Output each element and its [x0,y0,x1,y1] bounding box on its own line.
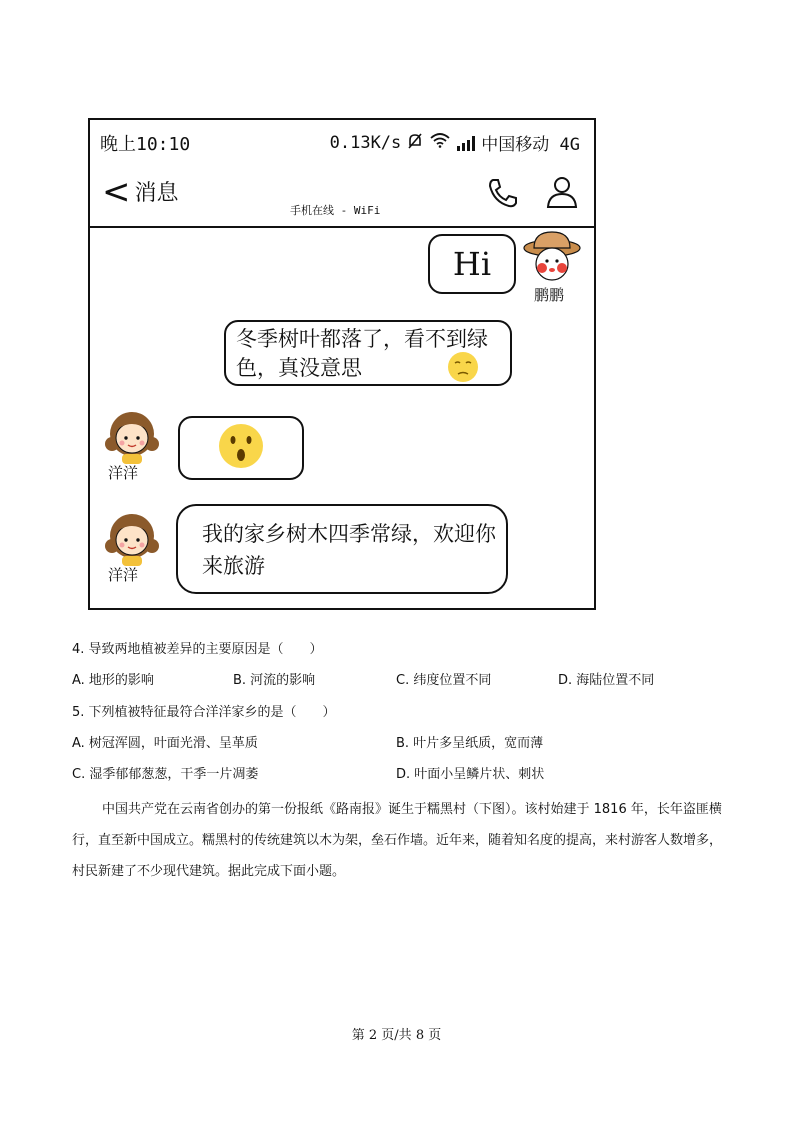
person-icon[interactable] [544,174,580,214]
sad-face-emoji [446,350,480,388]
question-5-option-c: C. 湿季郁郁葱葱，干季一片凋萎 [72,767,259,782]
phone-icon[interactable] [486,176,520,214]
online-status: 手机在线 - WiFi [290,204,381,217]
question-5-option-a: A. 树冠浑圆，叶面光滑、呈革质 [72,736,258,751]
reading-passage: 中国共产党在云南省创办的第一份报纸《路南报》诞生于糯黑村（下图）。该村始建于 1816 年，长年盗匪横行，直至新中国成立。糯黑村的传统建筑以木为架，垒石作墙。近年来，随着知名度的提高，来村游客人数增多，村民新建了不少现代建筑。据此完成下面小题。 [72,802,723,879]
question-4-stem: 4. 导致两地植被差异的主要原因是（ ） [72,642,323,657]
question-5-option-d: D. 叶面小呈鳞片状、刺状 [396,767,545,782]
question-5-stem: 5. 下列植被特征最符合洋洋家乡的是（ ） [72,705,336,720]
page-number: 第 2 页/共 8 页 [351,1028,442,1043]
message-text: Hi [452,245,492,283]
signal-bars-icon [457,135,475,151]
message-list [90,228,594,608]
avatar [520,228,584,292]
status-bar [90,120,594,160]
sender-name: 洋洋 [108,464,139,482]
question-4-option-b: B. 河流的影响 [233,673,316,688]
avatar [100,506,164,570]
message-text: 冬季树叶都落了，看不到绿色，真没意思 [236,327,488,380]
wifi-icon [429,132,451,153]
sender-name: 洋洋 [108,566,139,584]
surprised-face-emoji [217,422,265,474]
network-speed: 0.13K/s [329,132,402,153]
message-text: 我的家乡树木四季常绿，欢迎你来旅游 [202,522,496,578]
question-4-option-d: D. 海陆位置不同 [558,673,655,688]
chevron-left-icon: < [102,171,131,212]
mute-bell-icon [407,132,423,154]
status-time: 晚上10:10 [100,134,191,155]
status-indicators [330,130,580,155]
question-5-option-b: B. 叶片多呈纸质，宽而薄 [396,736,544,751]
message-bubble [176,504,508,594]
sender-name: 鹏鹏 [534,286,565,304]
avatar [100,404,164,468]
message-bubble [178,416,304,480]
chat-header [90,164,594,228]
back-label: 消息 [134,181,179,206]
back-button[interactable] [102,171,179,212]
chat-screenshot [88,118,596,610]
question-4-option-a: A. 地形的影响 [72,673,154,688]
question-4-option-c: C. 纬度位置不同 [396,673,492,688]
carrier-name: 中国移动 4G [481,135,580,155]
message-bubble [428,234,516,294]
